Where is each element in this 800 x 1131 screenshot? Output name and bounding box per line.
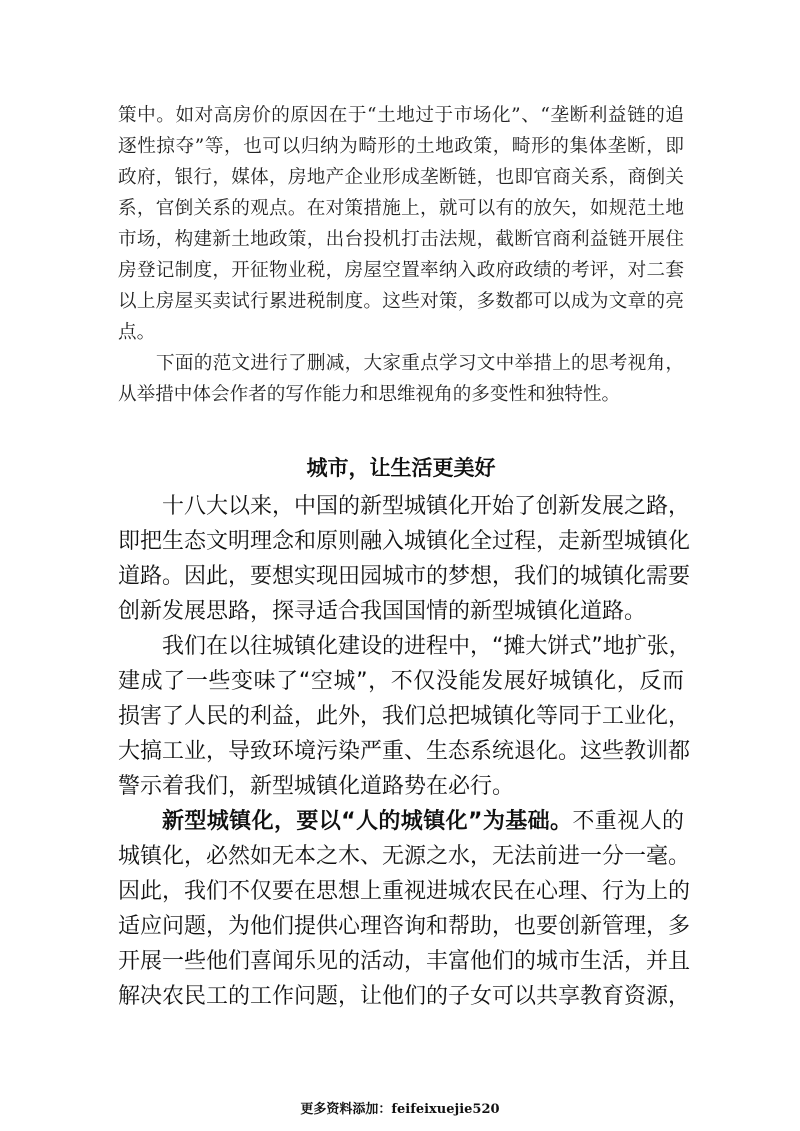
text-line: 道路。因此，要想实现田园城市的梦想，我们的城镇化需要 xyxy=(118,564,691,589)
paragraph-heading: 新型城镇化，要以“人的城镇化”为基础。 xyxy=(162,809,573,834)
text-line: 建成了一些变味了“空城”，不仅没能发展好城镇化，反而 xyxy=(118,669,684,694)
text-line: 大搞工业，导致环境污染严重、生态系统退化。这些教训都 xyxy=(118,739,691,764)
text-fragment: 不重视人的 xyxy=(572,809,684,834)
text-line xyxy=(118,804,684,839)
text-line: 逐性掠夺”等，也可以归纳为畸形的土地政策，畸形的集体垄断，即 xyxy=(118,136,684,157)
footer-note: 更多资料添加：feifeixuejie520 xyxy=(300,1102,500,1117)
text-line: 市场，构建新土地政策，出台投机打击法规，截断官商利益链开展住 xyxy=(118,229,684,250)
text-line: 策中。如对高房价的原因在于“土地过于市场化”、“垄断利益链的追 xyxy=(118,105,684,126)
text-line: 因此，我们不仅要在思想上重视进城农民在心理、行为上的 xyxy=(118,879,691,904)
text-line: 我们在以往城镇化建设的进程中，“摊大饼式”地扩张， xyxy=(162,634,691,659)
text-line: 损害了人民的利益，此外，我们总把城镇化等同于工业化， xyxy=(118,704,691,729)
text-line: 创新发展思路，探寻适合我国国情的新型城镇化道路。 xyxy=(118,599,647,624)
text-line: 解决农民工的工作问题，让他们的子女可以共享教育资源， xyxy=(118,984,691,1009)
essay-section xyxy=(118,453,691,1014)
text-line: 房登记制度，开征物业税，房屋空置率纳入政府政绩的考评，对二套 xyxy=(118,260,684,281)
text-line: 以上房屋买卖试行累进税制度。这些对策，多数都可以成为文章的亮 xyxy=(118,291,684,312)
text-line: 点。 xyxy=(118,322,156,343)
text-line: 下面的范文进行了删减，大家重点学习文中举措上的思考视角， xyxy=(156,353,684,374)
text-line: 即把生态文明理念和原则融入城镇化全过程，走新型城镇化 xyxy=(118,529,691,554)
text-line: 适应问题，为他们提供心理咨询和帮助，也要创新管理，多 xyxy=(118,914,691,939)
text-line: 十八大以来，中国的新型城镇化开始了创新发展之路， xyxy=(162,494,691,519)
text-line: 政府，银行，媒体，房地产企业形成垄断链，也即官商关系，商倒关 xyxy=(118,167,684,188)
text-line: 系，官倒关系的观点。在对策措施上，就可以有的放矢，如规范土地 xyxy=(118,198,684,219)
text-line: 城镇化，必然如无本之木、无源之水，无法前进一分一毫。 xyxy=(118,844,691,869)
text-line: 从举措中体会作者的写作能力和思维视角的多变性和独特性。 xyxy=(118,384,621,405)
text-line: 警示着我们，新型城镇化道路势在必行。 xyxy=(118,774,515,799)
intro-section xyxy=(118,100,684,410)
text-line: 开展一些他们喜闻乐见的活动，丰富他们的城市生活，并且 xyxy=(118,949,691,974)
essay-title: 城市，让生活更美好 xyxy=(306,456,496,480)
